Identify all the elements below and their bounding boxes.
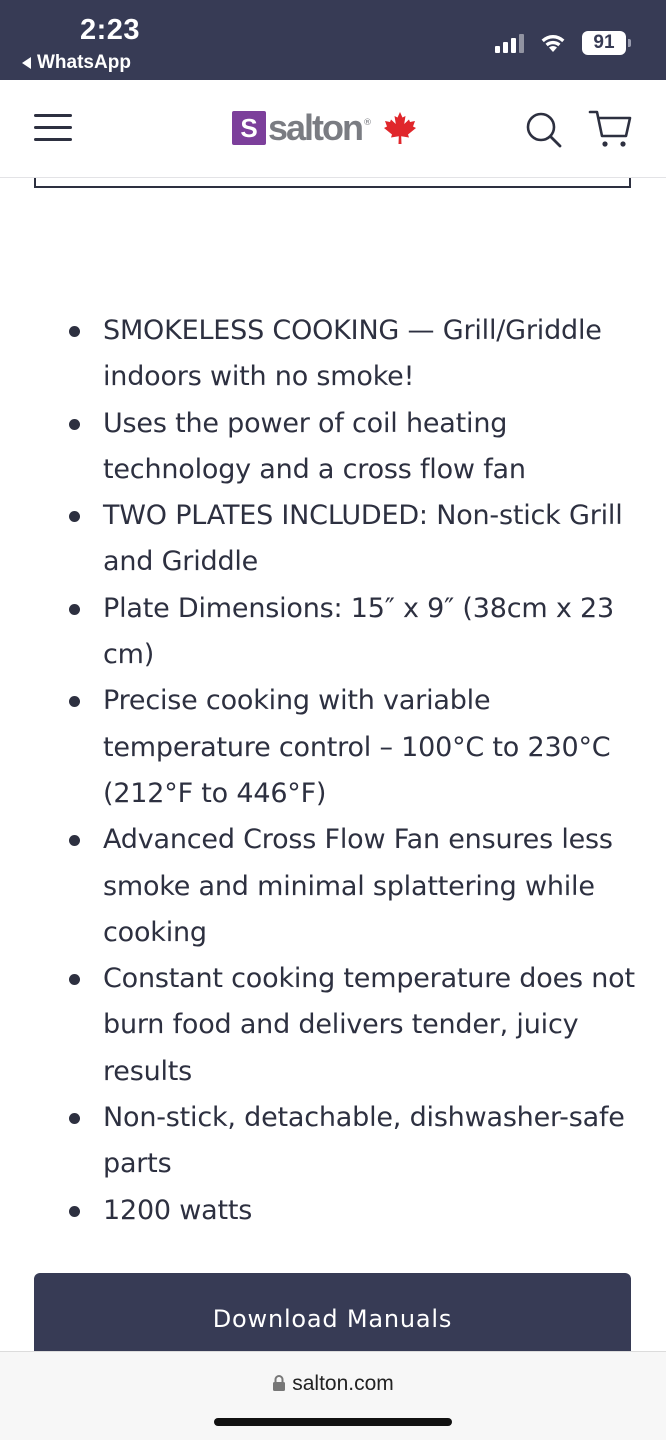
list-item [0, 678, 666, 817]
feature-list [0, 308, 666, 1234]
list-item [0, 1188, 666, 1234]
site-header [0, 80, 666, 178]
registered-mark: ® [363, 118, 373, 128]
status-icons [495, 31, 626, 55]
battery-icon: 91 [582, 31, 626, 55]
menu-icon-line [34, 138, 72, 141]
status-time: 2:23 [80, 14, 141, 46]
bullet-icon [69, 835, 80, 846]
bullet-icon [69, 1206, 80, 1217]
feature-text: TWO PLATES INCLUDED: Non-stick Grill and Griddle [103, 500, 623, 578]
previous-section-border [34, 178, 631, 188]
download-manuals-button[interactable]: Download Manuals [34, 1273, 631, 1363]
list-item [0, 586, 666, 679]
bullet-icon [69, 696, 80, 707]
feature-text: SMOKELESS COOKING — Grill/Griddle indoors with no smoke! [103, 315, 602, 393]
list-item [0, 956, 666, 1095]
bullet-icon [69, 326, 80, 337]
back-app-label: WhatsApp [37, 52, 131, 73]
cart-icon [588, 108, 634, 150]
feature-text: Uses the power of coil heating technology and a cross flow fan [103, 407, 526, 485]
url-domain: salton.com [292, 1372, 394, 1395]
list-item [0, 493, 666, 586]
bullet-icon [69, 419, 80, 430]
feature-text: Precise cooking with variable temperature control – 100°C to 230°C (212°F to 446°F) [103, 685, 611, 809]
logo-mark: S [232, 111, 266, 145]
list-item [0, 1095, 666, 1188]
back-arrow-icon [22, 57, 31, 69]
search-button[interactable] [524, 110, 564, 150]
feature-text: Constant cooking temperature does not burn food and delivers tender, juicy results [103, 963, 635, 1087]
logo-text: salton [268, 107, 363, 148]
url-display[interactable] [0, 1372, 666, 1396]
feature-text: Non-stick, detachable, dishwasher-safe parts [103, 1102, 625, 1180]
cellular-signal-icon [495, 33, 524, 53]
list-item [0, 308, 666, 401]
bullet-icon [69, 511, 80, 522]
maple-leaf-icon [382, 110, 418, 146]
status-bar [0, 0, 666, 80]
menu-button[interactable] [34, 110, 74, 146]
browser-url-bar[interactable] [0, 1351, 666, 1440]
menu-icon-line [34, 126, 72, 129]
list-item [0, 817, 666, 956]
bullet-icon [69, 974, 80, 985]
home-indicator[interactable] [214, 1418, 452, 1426]
bullet-icon [69, 604, 80, 615]
feature-text: Plate Dimensions: 15″ x 9″ (38cm x 23 cm) [103, 592, 614, 671]
bullet-icon [69, 1113, 80, 1124]
menu-icon-line [34, 114, 72, 117]
cart-button[interactable] [588, 108, 634, 150]
back-to-app-link[interactable] [22, 52, 131, 74]
lock-icon [272, 1374, 286, 1392]
feature-text: Advanced Cross Flow Fan ensures less smoke and minimal splattering while cooking [103, 824, 613, 948]
salton-logo[interactable] [232, 108, 418, 148]
search-icon [524, 110, 564, 150]
list-item [0, 401, 666, 494]
feature-text: 1200 watts [103, 1194, 253, 1226]
wifi-icon [538, 32, 568, 54]
